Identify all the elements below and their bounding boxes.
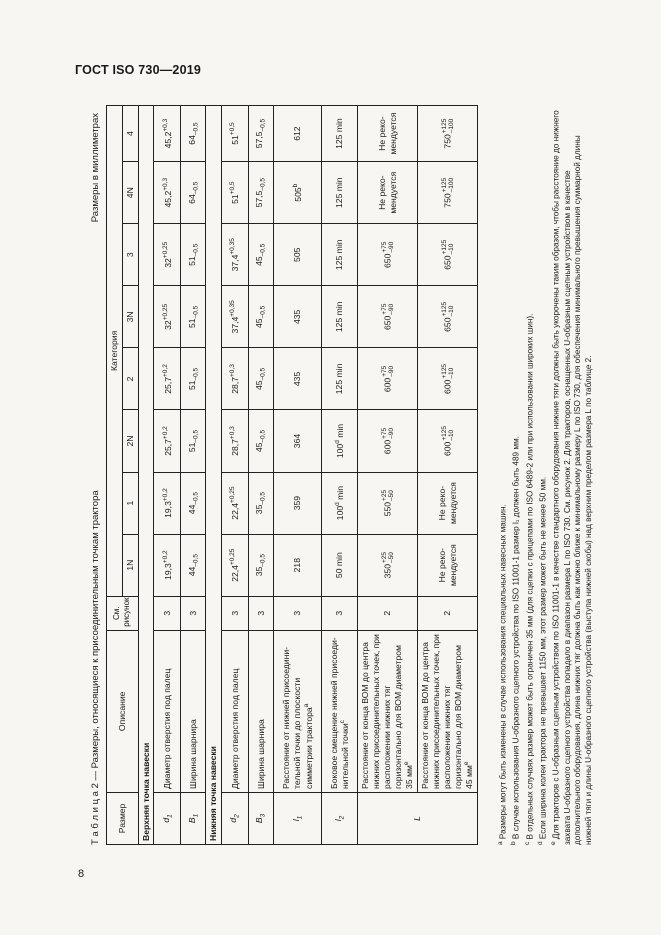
table-row-b3	[249, 106, 274, 845]
val-cell	[358, 286, 418, 348]
val: 100	[334, 505, 345, 521]
footnote-ref: a	[302, 703, 310, 708]
footnote	[536, 105, 549, 845]
footnote	[523, 105, 536, 845]
fig-cell: 3	[322, 596, 358, 630]
tol: +0,35	[229, 300, 237, 317]
fig-cell: 3	[249, 596, 274, 630]
footnote-ref: e	[463, 761, 471, 766]
val-cell	[358, 534, 418, 596]
val: 600	[381, 439, 392, 455]
val-cell: 50 min	[322, 534, 358, 596]
tol: +0,2	[161, 488, 169, 502]
tol: +0,2	[161, 364, 169, 377]
val: 51	[186, 318, 197, 328]
val: 650	[441, 255, 452, 270]
val: 45,2	[162, 131, 173, 149]
val-cell	[181, 472, 206, 534]
val-cell: 125 min	[322, 162, 358, 224]
desc-text: Расстояние от конца ВОМ до центра нижних присоединительных точек, при расположении нижних тяг горизонтально для ВОМ диаметром 35 мм	[360, 634, 415, 789]
val-suffix: min	[334, 485, 345, 503]
footnote-ref: e	[403, 761, 411, 766]
param-cell: L	[358, 792, 478, 844]
tol: +0,2	[161, 550, 169, 564]
desc-cell: Диаметр отверстия под палец	[154, 630, 181, 792]
val-cell	[181, 106, 206, 162]
tol: –0,5	[260, 243, 267, 257]
val: 32	[162, 320, 173, 330]
val: 28,7	[230, 376, 241, 394]
val: 32	[162, 258, 173, 268]
section-upper: Верхняя точка навески	[138, 106, 154, 845]
footnote-mark: a	[497, 841, 504, 845]
tol: +0,2	[161, 426, 169, 440]
val: 19,3	[162, 501, 173, 518]
val: 19,3	[162, 563, 173, 580]
desc-cell	[358, 630, 418, 792]
col-cat-4: 4	[122, 106, 138, 162]
tol: –0,5	[260, 367, 267, 381]
val-cell	[358, 472, 418, 534]
val-cell	[222, 106, 249, 162]
val-cell: 125 min	[322, 286, 358, 348]
units-note: Размеры в миллиметрах	[90, 113, 101, 223]
val-cell: 359	[274, 472, 322, 534]
val-cell	[249, 472, 274, 534]
val-cell: 218	[274, 534, 322, 596]
val: 25,7	[162, 376, 173, 394]
val: 45	[254, 442, 265, 453]
col-header-fig: См. рисунок	[107, 596, 139, 630]
tol: –0,5	[260, 118, 267, 132]
val-cell	[418, 106, 478, 162]
tol: –0,5	[260, 429, 267, 443]
val-cell: Не рекомендуется	[358, 106, 418, 162]
tol: +0,25	[161, 303, 169, 321]
tol: +125 –100	[440, 118, 455, 134]
val-cell: 435	[274, 348, 322, 410]
param-cell	[274, 792, 322, 844]
val-cell	[154, 106, 181, 162]
tol: +0,3	[161, 177, 169, 191]
val: 25,7	[162, 439, 173, 456]
tol: +0,3	[161, 118, 169, 132]
val-cell	[322, 472, 358, 534]
val: 57,5	[254, 131, 265, 149]
val-cell	[154, 348, 181, 410]
val: 35	[254, 504, 265, 515]
table-row-L45	[418, 106, 478, 845]
rotated-table-block	[90, 105, 610, 845]
desc-cell	[274, 630, 322, 792]
document-header: ГОСТ ISO 730—2019	[75, 63, 202, 77]
val-cell: 125 min	[322, 106, 358, 162]
val: 45	[254, 256, 265, 266]
tol: +0,25	[161, 241, 169, 259]
footnote-ref: b	[291, 183, 299, 188]
tol: –0,5	[192, 243, 200, 257]
tol: +0,3	[229, 364, 237, 377]
param-symbol: B	[186, 817, 197, 824]
val: 35	[254, 566, 265, 577]
param-symbol: l	[290, 819, 301, 822]
param-symbol: d	[160, 817, 171, 823]
tol: –0,5	[260, 491, 267, 505]
desc-text: Боковое смещение нижней присоединительной точки	[328, 637, 351, 789]
col-cat-3N: 3N	[122, 286, 138, 348]
val: 51	[186, 380, 197, 391]
col-cat-3: 3	[122, 224, 138, 286]
tol: –0,5	[260, 178, 267, 191]
param-cell	[249, 792, 274, 844]
page-number: 8	[78, 868, 85, 880]
footnote-text: Размеры могут быть изменены в случае использования специальных навесных машин.	[498, 504, 508, 840]
tol: +0,5	[229, 122, 237, 136]
param-subscript: 1	[296, 815, 304, 820]
val: 45	[254, 318, 265, 328]
val-cell: 612	[274, 106, 322, 162]
tol: +125 –10	[440, 239, 455, 255]
tol: –0,5	[192, 429, 200, 443]
table-title-line	[90, 105, 101, 845]
col-header-desc: Описание	[107, 630, 139, 792]
val-cell	[181, 348, 206, 410]
col-cat-4N: 4N	[122, 162, 138, 224]
table-row-l2	[322, 106, 358, 845]
val-cell: Не рекомендуется	[418, 534, 478, 596]
val-cell: 125 min	[322, 224, 358, 286]
tol: +0,3	[229, 426, 237, 440]
col-cat-1: 1	[122, 472, 138, 534]
col-header-param: Размер	[107, 792, 139, 844]
tol: +125 –10	[440, 301, 455, 317]
param-cell	[222, 792, 249, 844]
val: 28,7	[230, 439, 241, 456]
val-cell	[418, 348, 478, 410]
table-row-b1	[181, 106, 206, 845]
val: 45	[254, 380, 265, 391]
val: 45,2	[162, 190, 173, 208]
val: 600	[441, 441, 452, 457]
val: 51	[186, 442, 197, 453]
val: 44	[186, 504, 197, 515]
val-cell	[222, 472, 249, 534]
val-cell	[249, 286, 274, 348]
param-symbol: l	[332, 819, 343, 822]
fig-cell: 3	[154, 596, 181, 630]
param-symbol: B	[254, 817, 265, 824]
val: 505	[292, 187, 303, 202]
param-subscript: 2	[338, 815, 346, 820]
tol: +0,35	[229, 238, 237, 255]
footnote-mark: b	[510, 841, 518, 845]
fig-cell: 3	[181, 596, 206, 630]
val-cell	[181, 162, 206, 224]
val-cell	[222, 348, 249, 410]
footnote-mark: c	[523, 841, 531, 845]
val-cell	[154, 286, 181, 348]
table-caption: Т а б л и ц а 2 — Размеры, относящиеся к присоединительным точкам трактора	[90, 490, 101, 845]
col-cat-2N: 2N	[122, 410, 138, 472]
col-cat-1N: 1N	[122, 534, 138, 596]
val: 600	[441, 379, 452, 394]
footnote-text: В отдельных случаях размер может быть ограничен 35 мм (для сцепки с прицепами по ISO 6489-2 или при использовании широких шин).	[525, 313, 535, 840]
val-cell	[154, 162, 181, 224]
footnote-ref: c	[339, 720, 347, 724]
tol: +0,25	[229, 548, 237, 566]
val: 37,4	[230, 254, 241, 272]
val-cell	[322, 410, 358, 472]
tol: –0,5	[260, 305, 267, 319]
val-cell	[418, 410, 478, 472]
val: 350	[381, 564, 392, 579]
desc-text: Расстояние от конца ВОМ до центра нижних присоединительных точек, при расположении нижних тяг горизонтально для ВОМ диаметром 45 мм	[420, 634, 475, 789]
val-cell	[154, 534, 181, 596]
val-cell	[249, 162, 274, 224]
footnote-text: Для тракторов с U-образным сцепным устройством по ISO 11001-1 в качестве стандартного оборудования нижние тяги должны быть укорочены таким образом, чтобы расстояние до нижнего захвата U-образного сцепного устройства попадало в диапазон размера L по ISO 730. См. рисунок 2. Для тракторов, оснащенных U-образным сцепным устройством в качестве дополнительного оборудования, длина нижних тяг должна быть как можно ближе к минимальному размеру L по ISO 730, для обеспечения минимального превышения суммарной длины нижней тяги и длины U-образного сцепного устройства (выступа нижней скобы) над верхним пределом размера L по таблице 2.	[552, 110, 593, 845]
param-symbol: d	[228, 817, 239, 823]
footnote	[509, 105, 522, 845]
val: 750	[441, 134, 452, 149]
val-cell	[249, 348, 274, 410]
val: 51	[230, 194, 241, 204]
val-cell: Не рекомендуется	[418, 472, 478, 534]
tol: +75 –90	[380, 241, 395, 253]
table-row-d1	[154, 106, 181, 845]
val-suffix: min	[334, 423, 345, 441]
tol: –0,5	[192, 305, 200, 319]
val-cell	[249, 410, 274, 472]
dimensions-table	[106, 105, 478, 845]
val-cell: 364	[274, 410, 322, 472]
tol: –0,5	[192, 554, 200, 567]
tol: –0,5	[260, 554, 267, 567]
fig-cell: 3	[222, 596, 249, 630]
val: 22,4	[230, 565, 241, 582]
val: 64	[186, 135, 197, 145]
tol: +75 –90	[380, 427, 395, 439]
table-row-d2	[222, 106, 249, 845]
fig-cell: 2	[418, 596, 478, 630]
val-cell	[181, 224, 206, 286]
val-cell	[358, 348, 418, 410]
val-cell: 125 min	[322, 348, 358, 410]
desc-cell: Диаметр отверстия под палец	[222, 630, 249, 792]
tol: –0,5	[192, 491, 200, 505]
val-cell	[249, 534, 274, 596]
val-cell	[249, 224, 274, 286]
val-cell	[358, 410, 418, 472]
footnote-ref: d	[333, 502, 341, 506]
param-cell	[322, 792, 358, 844]
val: 44	[186, 566, 197, 577]
val-cell: 505	[274, 224, 322, 286]
val: 650	[381, 315, 392, 331]
val: 37,4	[230, 316, 241, 334]
val-cell	[222, 286, 249, 348]
desc-text: Расстояние от нижней присоединительной точки до плоскости симметрии трактора	[281, 646, 314, 789]
tol: +0,5	[229, 181, 237, 195]
val: 100	[334, 443, 345, 459]
footnote	[496, 105, 509, 845]
param-subscript: 1	[192, 813, 200, 818]
tol: +125 –10	[440, 363, 455, 379]
val-cell	[418, 286, 478, 348]
footnote-text: Если ширина колеи трактора не превышает 1150 мм, этот размер может быть не менее 50 мм.	[538, 476, 548, 840]
val-cell	[222, 162, 249, 224]
val-cell	[418, 162, 478, 224]
val-cell: 435	[274, 286, 322, 348]
fig-cell: 2	[358, 596, 418, 630]
tol: +75 –90	[380, 303, 395, 315]
val: 600	[381, 377, 392, 393]
val: 51	[186, 256, 197, 266]
table-row-l1	[274, 106, 322, 845]
val: 750	[441, 193, 452, 208]
val: 550	[381, 501, 392, 517]
desc-cell: Ширина шарнира	[181, 630, 206, 792]
val: 51	[230, 135, 241, 145]
val-cell	[154, 224, 181, 286]
tol: –0,5	[192, 122, 200, 136]
footnote-mark: d	[536, 841, 544, 845]
section-lower: Нижняя точка навески	[206, 106, 222, 845]
param-cell	[181, 792, 206, 844]
col-header-category: Категория	[107, 106, 123, 597]
tol: +25 –50	[380, 551, 395, 564]
footnote-ref: d	[333, 440, 341, 444]
val-cell: Не рекомендуется	[358, 162, 418, 224]
val: 650	[381, 253, 392, 268]
tol: +125 –10	[440, 426, 455, 441]
fig-cell: 3	[274, 596, 322, 630]
val-cell	[222, 224, 249, 286]
val: 64	[186, 194, 197, 204]
tol: +25 –50	[380, 489, 395, 501]
table-row-L35	[358, 106, 418, 845]
desc-cell	[418, 630, 478, 792]
tol: +0,25	[229, 486, 237, 503]
val: 22,4	[230, 502, 241, 520]
footnotes	[496, 105, 594, 845]
footnote-text: В случае использования U-образного сцепного устройства по ISO 11001-1 размер l₁ должен быть 489 мм.	[512, 436, 522, 840]
param-subscript: 3	[260, 813, 267, 818]
val-cell	[418, 224, 478, 286]
tol: +75 –90	[380, 365, 395, 377]
val-cell	[274, 162, 322, 224]
val: 57,5	[254, 190, 265, 208]
val-cell	[154, 410, 181, 472]
param-subscript: 2	[234, 814, 241, 818]
footnote	[549, 105, 594, 845]
val-cell	[181, 410, 206, 472]
val-cell	[154, 472, 181, 534]
val-cell	[222, 534, 249, 596]
tol: –0,5	[192, 367, 200, 381]
tol: +125 –100	[440, 177, 455, 193]
desc-cell: Ширина шарнира	[249, 630, 274, 792]
val-cell	[358, 224, 418, 286]
val-cell	[181, 534, 206, 596]
val-cell	[222, 410, 249, 472]
col-cat-2: 2	[122, 348, 138, 410]
val-cell	[181, 286, 206, 348]
param-cell	[154, 792, 181, 844]
footnote-mark: e	[550, 841, 558, 845]
tol: –0,5	[192, 181, 200, 195]
param-subscript: 1	[166, 814, 174, 818]
val: 650	[441, 317, 452, 332]
desc-cell	[322, 630, 358, 792]
val-cell	[249, 106, 274, 162]
